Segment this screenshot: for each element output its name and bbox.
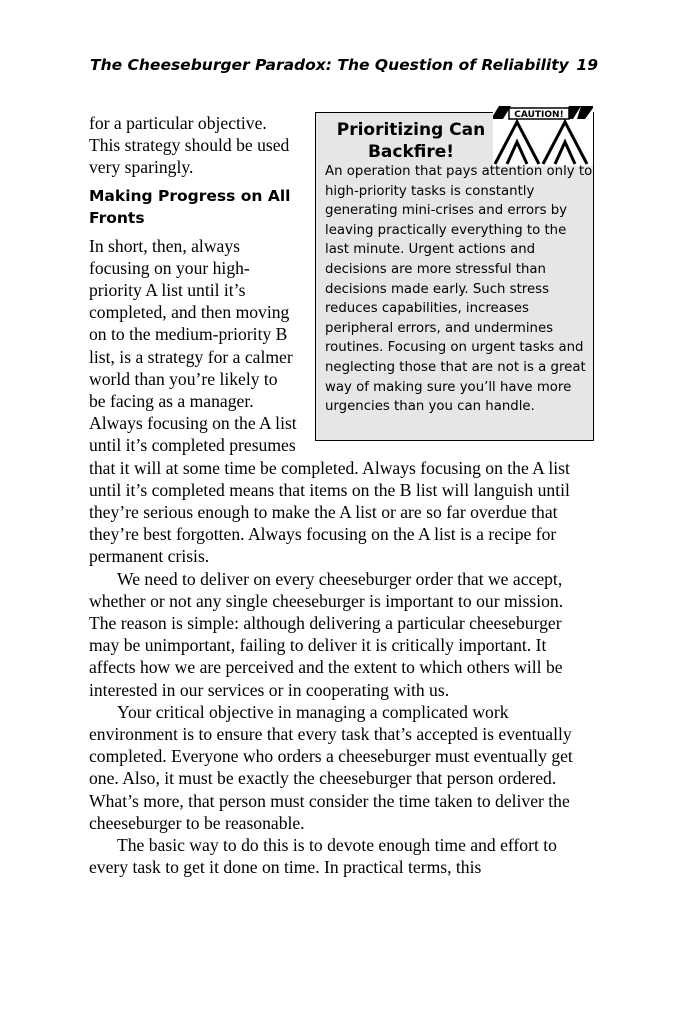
section-heading: Making Progress on All Fronts	[89, 186, 291, 227]
running-header-title: The Cheeseburger Paradox: The Question of Reliability	[90, 56, 569, 74]
paragraph-2: We need to deliver on every cheeseburger order that we accept, whether or not any single cheeseburger is important to our mission. The reason is simple: although delivering a particular cheeseburger may be unimportant, failing to deliver it is critically important. It affects how we are perceived and the extent to which others will be interested in our services or in cooperating with us.	[89, 568, 564, 700]
sidebar-box	[315, 112, 594, 441]
sidebar-title: Prioritizing Can Backfire!	[336, 120, 486, 162]
caution-label: CAUTION!	[514, 110, 564, 120]
paragraph-1: In short, then, always focusing on your high-priority A list until it’s completed, and then moving on to the medium-priority B list, is a strategy for a calmer world than you’re likely to be facing as a manager. Always focusing on the A list until it’s completed presumes that it will at some time be completed. Always focusing on the A list until it’s completed means that items on the B list will languish until they’re serious enough to make the A list or are so far overdue that they’re best forgotten. Always focusing on the A list is a recipe for permanent crisis.	[89, 235, 570, 567]
page-number: 19	[576, 56, 598, 74]
caution-icon	[493, 106, 593, 166]
paragraph-3: Your critical objective in managing a complicated work environment is to ensure that every task that’s accepted is eventually completed. Everyone who orders a cheeseburger must eventually get one. Also, it must be exactly the cheeseburger that person ordered. What’s more, that person must consider the time taken to deliver the cheeseburger to be reasonable.	[89, 701, 573, 833]
page-body	[89, 112, 594, 879]
paragraph-4: The basic way to do this is to devote enough time and effort to every task to get it done on time. In practical terms, this	[89, 835, 557, 878]
sidebar-text: An operation that pays attention only to high-priority tasks is constantly generating mini-crises and errors by leaving practically everything to the last minute. Urgent actions and decisions are more stressful than decisions made early. Such stress reduces capabilities, increases peripheral errors, and undermines routines. Focusing on urgent tasks and neglecting those that are not is a great way of making sure you’ll have more urgencies than you can handle.	[325, 164, 593, 415]
intro-paragraph: for a particular objective. This strategy should be used very sparingly.	[89, 113, 290, 178]
running-header	[90, 56, 598, 74]
